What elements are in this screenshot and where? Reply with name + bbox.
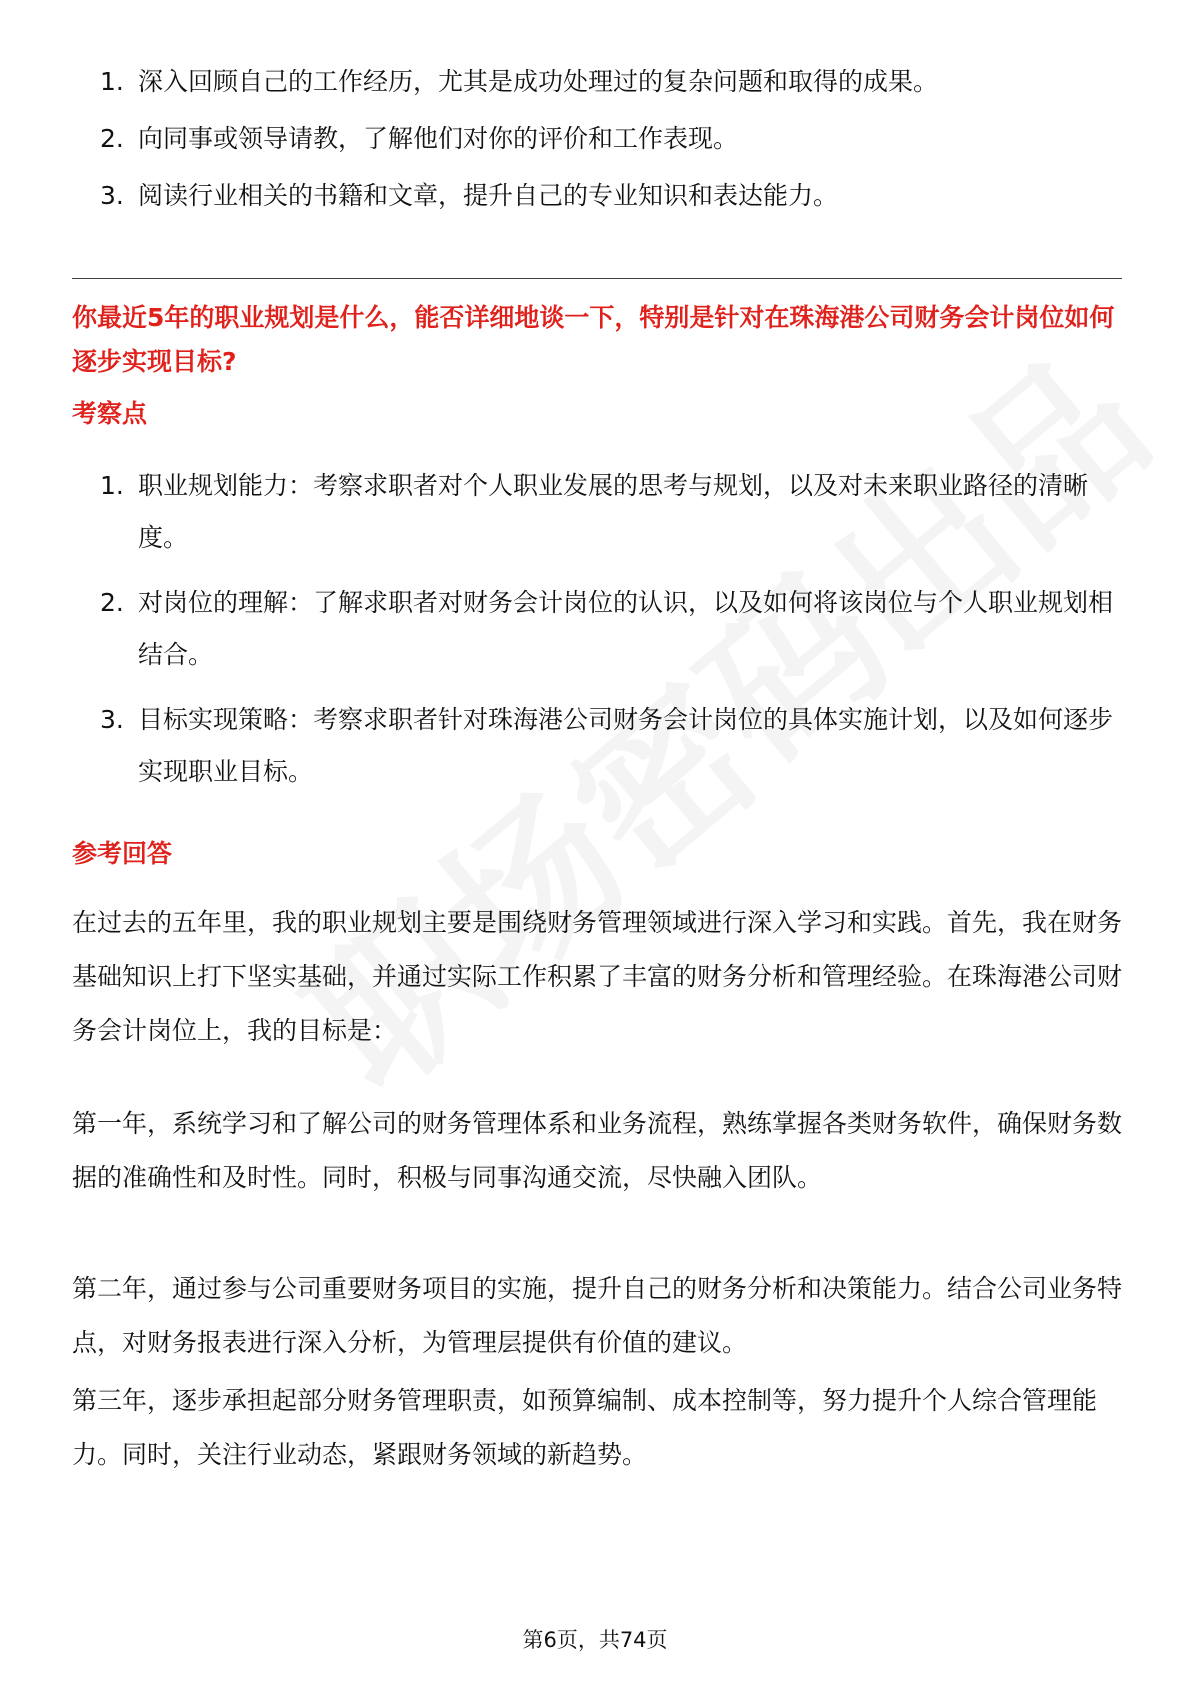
- list-text: 深入回顾自己的工作经历，尤其是成功处理过的复杂问题和取得的成果。: [138, 67, 939, 96]
- list-item: [86, 170, 1122, 222]
- top-list: [86, 56, 1122, 227]
- answer-paragraph: 第二年，通过参与公司重要财务项目的实施，提升自己的财务分析和决策能力。结合公司业务特点，对财务报表进行深入分析，为管理层提供有价值的建议。: [72, 1274, 1123, 1357]
- list-item: [86, 113, 1122, 165]
- answer-paragraph: 第一年，系统学习和了解公司的财务管理体系和业务流程，熟练掌握各类财务软件，确保财务数据的准确性和及时性。同时，积极与同事沟通交流，尽快融入团队。: [72, 1109, 1123, 1192]
- answer-paragraph: 在过去的五年里，我的职业规划主要是围绕财务管理领域进行深入学习和实践。首先，我在财务基础知识上打下坚实基础，并通过实际工作积累了丰富的财务分析和管理经验。在珠海港公司财务会计岗位上，我的目标是：: [72, 908, 1123, 1045]
- list-text: 职业规划能力：考察求职者对个人职业发展的思考与规划，以及对未来职业路径的清晰度。: [138, 471, 1089, 552]
- answer-paragraph: 第三年，逐步承担起部分财务管理职责，如预算编制、成本控制等，努力提升个人综合管理能力。同时，关注行业动态，紧跟财务领域的新趋势。: [72, 1386, 1098, 1469]
- section-title-kaocha: 考察点: [72, 399, 148, 428]
- list-number: 2.: [100, 588, 124, 617]
- question-heading: 你最近5年的职业规划是什么，能否详细地谈一下，特别是针对在珠海港公司财务会计岗位如何逐步实现目标?: [72, 303, 1115, 376]
- list-text: 对岗位的理解：了解求职者对财务会计岗位的认识，以及如何将该岗位与个人职业规划相结合。: [138, 588, 1114, 669]
- kaocha-list: [86, 460, 1122, 811]
- section-divider: [72, 278, 1122, 279]
- list-number: 1.: [100, 471, 124, 500]
- list-text: 目标实现策略：考察求职者针对珠海港公司财务会计岗位的具体实施计划，以及如何逐步实现职业目标。: [138, 705, 1114, 786]
- list-item: [86, 694, 1122, 798]
- section-title-answer: 参考回答: [72, 839, 173, 868]
- list-number: 2.: [100, 124, 124, 153]
- list-text: 向同事或领导请教，了解他们对你的评价和工作表现。: [138, 124, 739, 153]
- list-number: 3.: [100, 181, 124, 210]
- list-item: [86, 56, 1122, 108]
- list-item: [86, 460, 1122, 564]
- list-item: [86, 577, 1122, 681]
- list-number: 1.: [100, 67, 124, 96]
- list-text: 阅读行业相关的书籍和文章，提升自己的专业知识和表达能力。: [138, 181, 839, 210]
- list-number: 3.: [100, 705, 124, 734]
- page-footer: 第6页，共74页: [522, 1628, 668, 1652]
